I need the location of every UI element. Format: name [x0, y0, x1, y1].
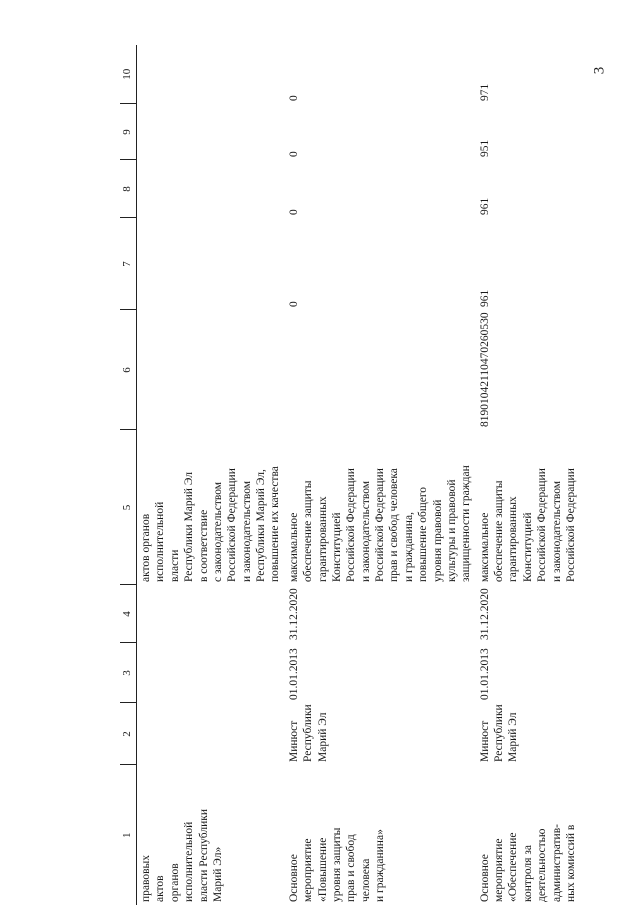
- header-cell: 2: [120, 703, 137, 765]
- cell-value-7: [137, 218, 285, 310]
- rotated-table-frame: [120, 45, 640, 905]
- cell-end-date: 31.12.2020: [478, 588, 491, 640]
- header-cell: 4: [120, 585, 137, 643]
- cell-event-name: правовых актов органов исполнительной власти Республики Марий Эл»: [140, 809, 224, 902]
- cell-value-10: [137, 45, 285, 104]
- header-cell: 10: [120, 45, 137, 104]
- cell-executor: Минюст Республики Марий Эл: [287, 704, 329, 762]
- cell-result: актов органов исполнительной власти Республики Марий Эл в соответствие с законодательством Российской Федерации и законодательством Республики Марий Эл, повышение их качества: [140, 466, 282, 582]
- cell-value-7: 0: [287, 301, 300, 307]
- program-table: [120, 45, 640, 905]
- table-row: [137, 45, 285, 905]
- rotated-table-inner: [120, 45, 640, 905]
- cell-event-name: Основное мероприятие «Обеспечение контроля за деятельностью административ- ных комиссий в: [478, 824, 577, 902]
- header-cell: 1: [120, 765, 137, 905]
- cell-executor: Минюст Республики Марий Эл: [478, 704, 520, 762]
- cell-executor: [137, 703, 285, 765]
- cell-value-8: 0: [287, 209, 300, 215]
- table-row: [285, 45, 476, 905]
- page-number: 3: [591, 66, 608, 75]
- cell-value-9: [137, 104, 285, 160]
- cell-result: максимальное обеспечение защиты гарантированных Конституцией Российской Федерации и законодательством Российской Федерации прав и свобод человека и гражданина, повышение общего уровня правовой культуры и правовой защищенности граждан: [287, 465, 473, 582]
- cell-start-date: 01.01.2013: [478, 648, 491, 700]
- cell-value-10: 971: [478, 83, 491, 101]
- cell-value-9: 951: [478, 139, 491, 157]
- header-cell: 7: [120, 218, 137, 310]
- header-cell: 3: [120, 643, 137, 703]
- header-cell: 6: [120, 310, 137, 430]
- cell-start-date: [137, 643, 285, 703]
- header-cell: 5: [120, 430, 137, 585]
- cell-value-8: [137, 160, 285, 218]
- cell-value-10: 0: [287, 95, 300, 101]
- cell-event-name: Основное мероприятие «Повышение уровня защиты прав и свобод человека и гражданина»: [287, 827, 386, 902]
- cell-end-date: 31.12.2020: [287, 588, 300, 640]
- cell-start-date: 01.01.2013: [287, 648, 300, 700]
- header-cell: 8: [120, 160, 137, 218]
- cell-value-8: 961: [478, 197, 491, 215]
- cell-budget-code: [285, 310, 476, 430]
- cell-value-7: 961: [478, 289, 491, 307]
- cell-result: максимальное обеспечение защиты гарантированных Конституцией Российской Федерации и законодательством Российской Федерации: [478, 468, 577, 582]
- cell-budget-code: 81901042110470260530: [478, 312, 491, 427]
- header-cell: 9: [120, 104, 137, 160]
- cell-value-9: 0: [287, 151, 300, 157]
- table-row: [476, 45, 640, 905]
- cell-end-date: [137, 585, 285, 643]
- cell-budget-code: [137, 310, 285, 430]
- header-row: [120, 45, 137, 905]
